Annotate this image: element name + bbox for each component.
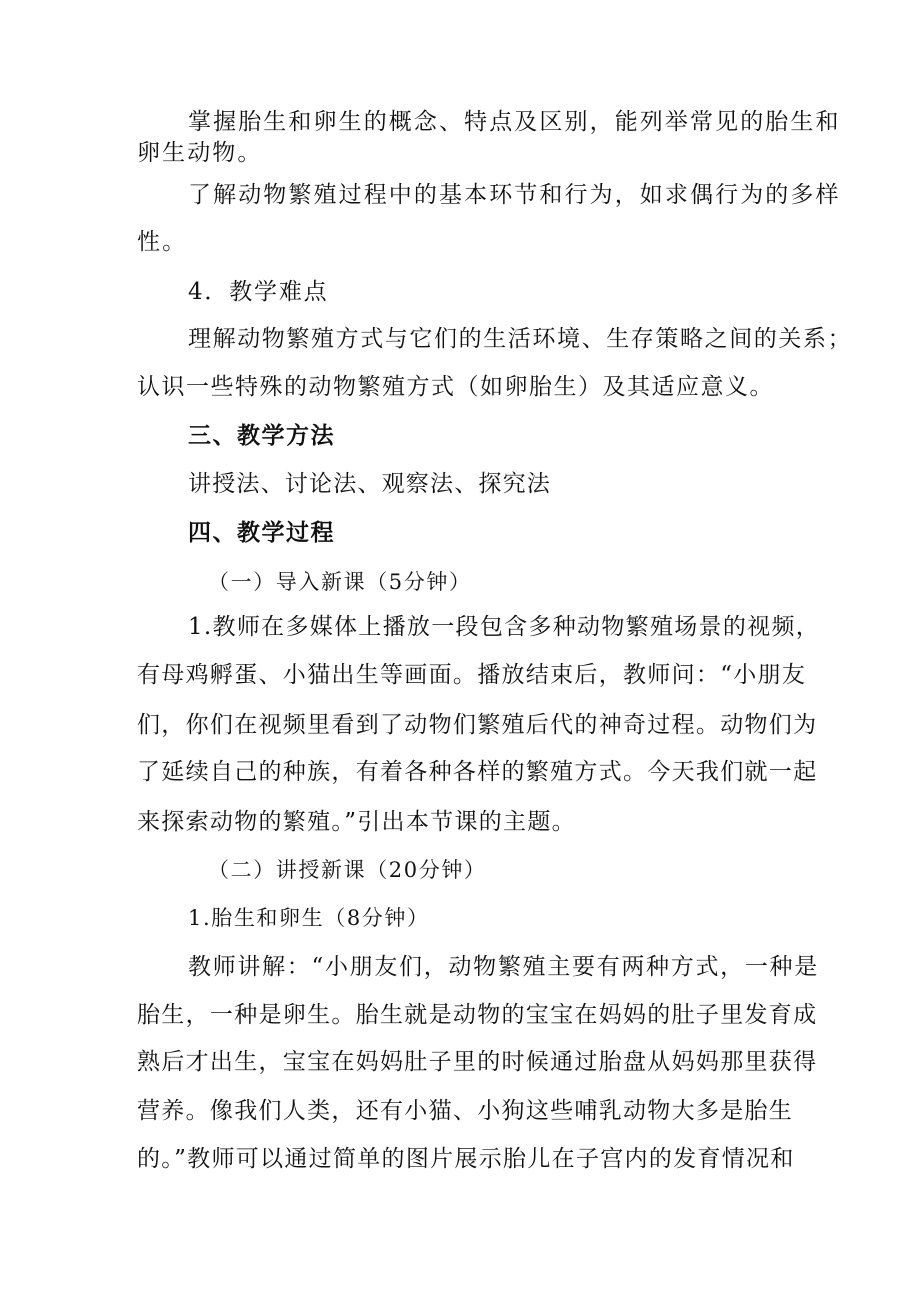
section-heading-teaching-process: 四、教学过程 (188, 519, 335, 546)
subsection-heading-new-lesson: （二）讲授新课（20分钟） (208, 858, 487, 882)
subheading-teaching-difficulties: 4．教学难点 (188, 279, 329, 305)
body-line-12: 1.教师在多媒体上播放一段包含多种动物繁殖场景的视频， (188, 614, 821, 640)
body-line-6: 理解动物繁殖方式与它们的生活环境、生存策略之间的关系； (188, 326, 853, 352)
body-line-4: 性。 (137, 229, 188, 255)
subsection-heading-introduction: （一）导入新课（5分钟） (208, 570, 472, 594)
body-line-23: 的。”教师可以通过简单的图片展示胎儿在子宫内的发育情况和 (137, 1146, 795, 1172)
body-line-13: 有母鸡孵蛋、小猫出生等画面。播放结束后，教师问：“小朋友 (137, 662, 807, 688)
body-line-15: 了延续自己的种族，有着各种各样的繁殖方式。今天我们就一起 (137, 759, 818, 785)
body-line-21: 熟后才出生，宝宝在妈妈肚子里的时候通过胎盘从妈妈那里获得 (137, 1049, 818, 1075)
body-line-19: 教师讲解：“小朋友们，动物繁殖主要有两种方式，一种是 (188, 954, 819, 980)
body-line-2: 卵生动物。 (137, 140, 263, 166)
section-heading-teaching-methods: 三、教学方法 (188, 422, 335, 449)
body-line-16: 来探索动物的繁殖。”引出本节课的主题。 (137, 809, 576, 835)
body-line-22: 营养。像我们人类，还有小猫、小狗这些哺乳动物大多是胎生 (137, 1098, 794, 1124)
body-line-1: 掌握胎生和卵生的概念、特点及区别，能列举常见的胎生和 (188, 109, 841, 135)
body-line-14: 们，你们在视频里看到了动物们繁殖后代的神奇过程。动物们为 (137, 712, 818, 738)
teaching-methods-list: 讲授法、讨论法、观察法、探究法 (188, 471, 551, 497)
body-line-7: 认识一些特殊的动物繁殖方式（如卵胎生）及其适应意义。 (137, 374, 774, 400)
topic-heading-viviparous-oviparous: 1.胎生和卵生（8分钟） (188, 906, 430, 930)
body-line-3: 了解动物繁殖过程中的基本环节和行为，如求偶行为的多样 (188, 182, 841, 208)
body-line-20: 胎生，一种是卵生。胎生就是动物的宝宝在妈妈的肚子里发育成 (137, 1002, 818, 1028)
